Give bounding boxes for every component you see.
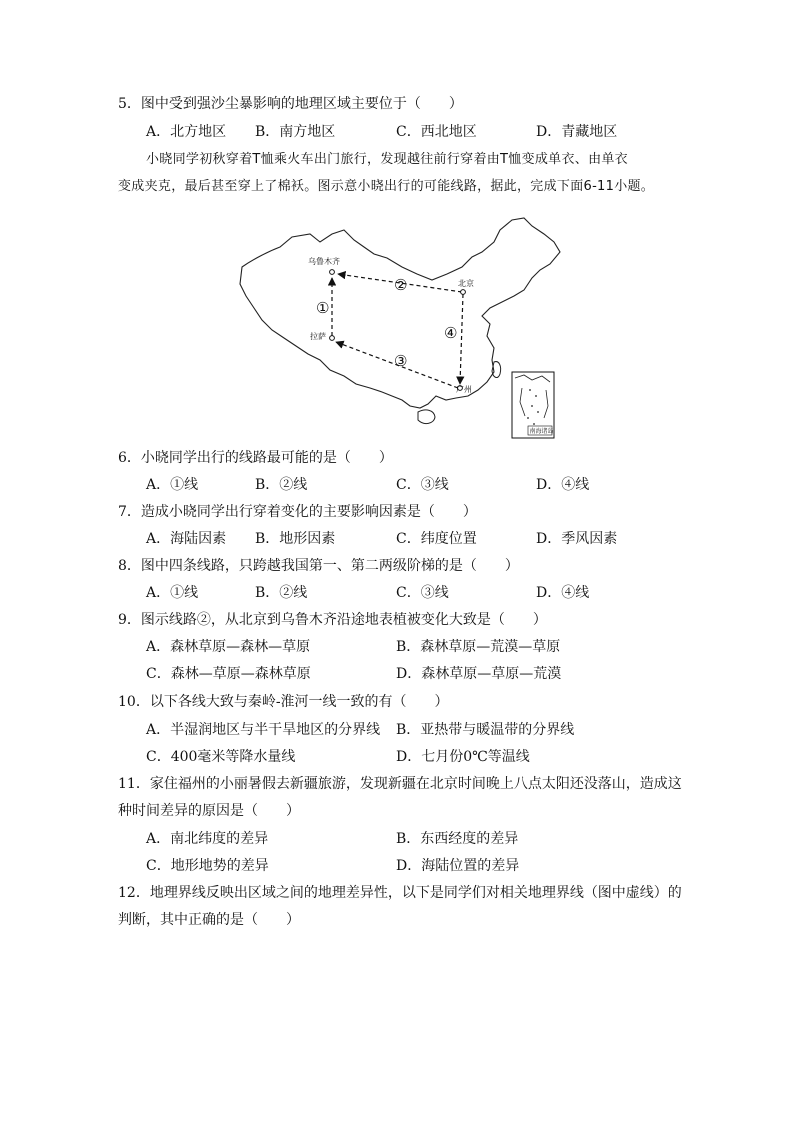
china-route-map [232, 212, 562, 442]
q5-option-b: B．南方地区 [255, 124, 336, 140]
lhasa-point [330, 336, 335, 341]
q8-option-c: C．③线 [396, 585, 449, 601]
q7-option-a: A．海陆因素 [146, 531, 227, 547]
q9-option-a: A．森林草原—森林—草原 [146, 639, 311, 655]
route-4-number: ④ [444, 324, 458, 342]
q7-option-b: B．地形因素 [255, 531, 336, 547]
q5-stem: 5．图中受到强沙尘暴影响的地理区域主要位于（ ） [118, 96, 463, 112]
q5-option-c: C．西北地区 [396, 124, 477, 140]
q8-option-b: B．②线 [255, 585, 308, 601]
passage-line-2: 变成夹克，最后甚至穿上了棉袄。图示意小晓出行的可能线路，据此，完成下面6-11小题。 [118, 179, 655, 194]
urumqi-point [330, 270, 335, 275]
q12-stem-line-2: 判断，其中正确的是（ ） [118, 912, 300, 928]
q11-option-a: A．南北纬度的差异 [146, 831, 269, 847]
route-2-number: ② [394, 276, 408, 294]
passage-line-1: 小晓同学初秋穿着T恤乘火车出门旅行，发现越往前行穿着由T恤变成单衣、由单衣 [146, 152, 628, 167]
beijing-label: 北京 [458, 279, 474, 288]
q6-option-d: D．④线 [536, 477, 590, 493]
q11-stem-line-2: 种时间差异的原因是（ ） [118, 803, 300, 819]
beijing-point [461, 290, 466, 295]
q10-option-a: A．半湿润地区与半干旱地区的分界线 [146, 722, 381, 738]
route-1-number: ① [316, 299, 330, 317]
q6-option-c: C．③线 [396, 477, 449, 493]
inset-label: 南海诸岛 [529, 428, 554, 435]
lhasa-label: 拉萨 [310, 332, 326, 341]
q12-stem-line-1: 12．地理界线反映出区域之间的地理差异性，以下是同学们对相关地理界线（图中虚线）的 [118, 885, 682, 901]
q6-option-a: A．①线 [146, 477, 199, 493]
q10-option-d: D．七月份0℃等温线 [396, 749, 530, 765]
route-4-line [460, 294, 463, 384]
hainan-island [418, 410, 435, 424]
q6-stem: 6．小晓同学出行的线路最可能的是（ ） [118, 450, 393, 466]
q11-option-d: D．海陆位置的差异 [396, 858, 520, 874]
q5-option-a: A．北方地区 [146, 124, 227, 140]
q6-option-b: B．②线 [255, 477, 308, 493]
guangzhou-label: 广州 [456, 385, 472, 394]
q7-stem: 7．造成小晓同学出行穿着变化的主要影响因素是（ ） [118, 504, 477, 520]
q9-stem: 9．图示线路②，从北京到乌鲁木齐沿途地表植被变化大致是（ ） [118, 612, 547, 628]
q9-option-d: D．森林草原—草原—荒漠 [396, 666, 562, 682]
q11-stem-line-1: 11．家住福州的小丽暑假去新疆旅游，发现新疆在北京时间晚上八点太阳还没落山，造成这 [118, 776, 682, 792]
q7-option-c: C．纬度位置 [396, 531, 477, 547]
q9-option-b: B．森林草原—荒漠—草原 [396, 639, 561, 655]
q5-option-d: D．青藏地区 [536, 124, 618, 140]
q8-option-a: A．①线 [146, 585, 199, 601]
q8-option-d: D．④线 [536, 585, 590, 601]
q10-option-c: C．400毫米等降水量线 [146, 749, 296, 765]
q10-stem: 10．以下各线大致与秦岭-淮河一线一致的有（ ） [118, 694, 449, 710]
q8-stem: 8．图中四条线路，只跨越我国第一、第二两级阶梯的是（ ） [118, 558, 519, 574]
route-3-number: ③ [394, 352, 408, 370]
q10-option-b: B．亚热带与暖温带的分界线 [396, 722, 575, 738]
urumqi-label: 乌鲁木齐 [308, 257, 340, 266]
q7-option-d: D．季风因素 [536, 531, 618, 547]
q11-option-b: B．东西经度的差异 [396, 831, 519, 847]
q9-option-c: C．森林—草原—森林草原 [146, 666, 311, 682]
q11-option-c: C．地形地势的差异 [146, 858, 269, 874]
